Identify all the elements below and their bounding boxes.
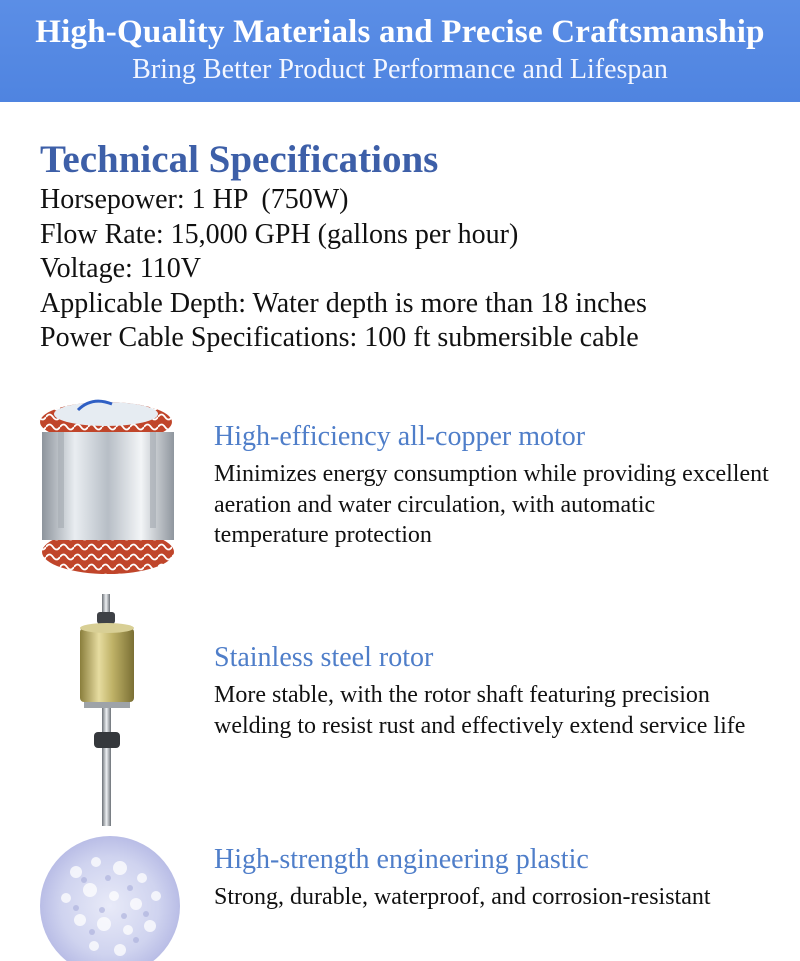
feature-title: Stainless steel rotor (214, 642, 434, 673)
banner-title: High-Quality Materials and Precise Craftsmanship (35, 14, 765, 50)
feature-copper-motor (214, 421, 774, 551)
feature-description: More stable, with the rotor shaft featuring precision welding to resist rust and effectively extend service life (214, 682, 746, 739)
feature-title: High-efficiency all-copper motor (214, 421, 586, 452)
copper-motor-image (32, 392, 184, 584)
specs-title: Technical Specifications (40, 138, 439, 181)
feature-description: Minimizes energy consumption while providing excellent aeration and water circulation, with automatic temperature protection (214, 461, 769, 548)
feature-steel-rotor (214, 642, 774, 741)
feature-title: High-strength engineering plastic (214, 844, 589, 875)
header-banner (0, 0, 800, 102)
spec-item-horsepower: Horsepower: 1 HP (750W) (40, 184, 349, 215)
banner-subtitle: Bring Better Product Performance and Lifespan (132, 54, 668, 85)
spec-item-power-cable: Power Cable Specifications: 100 ft submersible cable (40, 322, 639, 353)
specs-list (40, 183, 647, 356)
spec-item-voltage: Voltage: 110V (40, 253, 201, 284)
rotor-image (72, 592, 142, 830)
plastic-pellets-image (36, 832, 184, 961)
spec-item-flow-rate: Flow Rate: 15,000 GPH (gallons per hour) (40, 218, 519, 250)
feature-engineering-plastic (214, 844, 774, 913)
feature-description: Strong, durable, waterproof, and corrosion-resistant (214, 884, 711, 910)
spec-item-depth: Applicable Depth: Water depth is more than 18 inches (40, 287, 647, 319)
